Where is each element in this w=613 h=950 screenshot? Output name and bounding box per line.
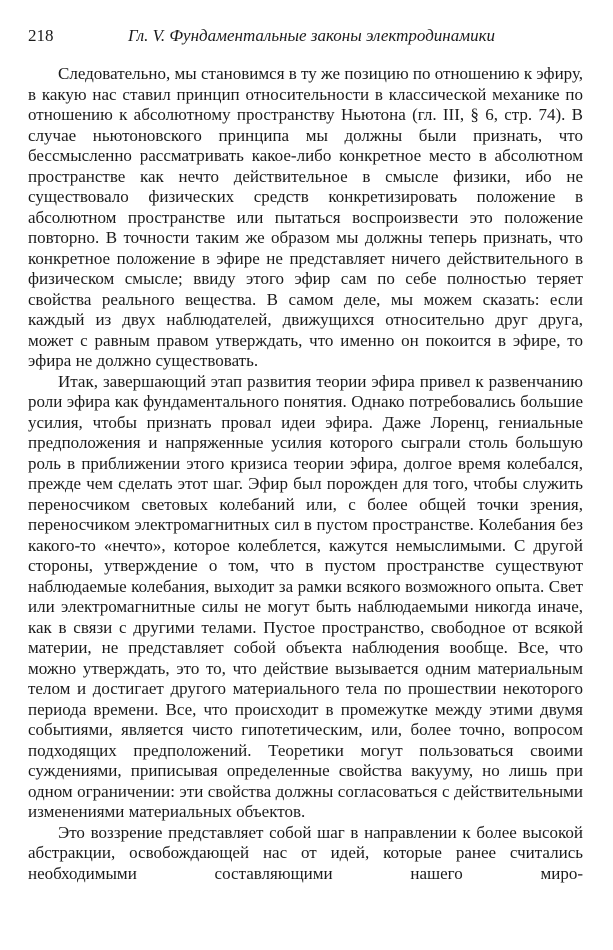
paragraph-2: Итак, завершающий этап развития теории эфира привел к развенчанию роли эфира как фундаментального понятия. Однако потребовались большие усилия, чтобы признать провал идеи эфира. Даже Лоренц, гениальные предположения и напряженные усилия которого сыграли столь большую роль в приближении этого кризиса теории эфира, долгое время колебался, прежде чем сделать этот шаг. Эфир был порожден для того, чтобы служить переносчиком световых колебаний или, с более общей точки зрения, переносчиком электромагнитных сил в пустом пространстве. Колебания без какого-то «нечто», которое колеблется, кажутся немыслимыми. С другой стороны, утверждение о том, что в пустом пространстве существуют наблюдаемые колебания, выходит за рамки всякого возможного опыта. Свет или электромагнитные силы не могут быть наблюдаемыми никогда иначе, как в связи с другими телами. Пустое пространство, свободное от всякой материи, не представляет собой объекта наблюдения вообще. Все, что можно утверждать, это то, что действие вызывается одним материальным телом и достигает другого материального тела по прошествии некоторого периода времени. Все, что происходит в промежутке между этими двумя событиями, является чисто гипотетическим, или, более точно, вопросом подходящих предположений. Теоретики могут пользоваться своими суждениями, приписывая определенные свойства вакууму, но лишь при одном ограничении: эти свойства должны согласоваться с действительными изменениями материальных объектов. — [28, 371, 583, 821]
body-text — [28, 64, 583, 884]
paragraph-1: Следовательно, мы становимся в ту же позицию по отношению к эфиру, в какую нас ставил принцип относительности в классической механике по отношению к абсолютному пространству Ньютона (гл. III, § 6, стр. 74). В случае ньютоновского принципа мы должны были признать, что бессмысленно рассматривать какое-либо конкретное место в абсолютном пространстве как нечто действительное в смысле физики, ибо не существовало физических средств конкретизировать положение в абсолютном пространстве или пытаться воспроизвести это положение повторно. В точности таким же образом мы должны теперь признать, что конкретное положение в эфире не представляет ничего действительного в физическом смысле; ввиду этого эфир сам по себе полностью теряет свойства реального вещества. В самом деле, мы можем сказать: если каждый из двух наблюдателей, движущихся относительно друг друга, может с равным правом утверждать, что именно он покоится в эфире, то эфира не должно существовать. — [28, 64, 583, 370]
page-number: 218 — [28, 26, 54, 45]
running-head: Гл. V. Фундаментальные законы электродинамики — [128, 26, 496, 45]
paragraph-3: Это воззрение представляет собой шаг в направлении к более высокой абстракции, освобождающей нас от идей, которые ранее считались необходимыми составляющими нашего миро- — [28, 822, 583, 883]
page-header — [28, 26, 585, 50]
